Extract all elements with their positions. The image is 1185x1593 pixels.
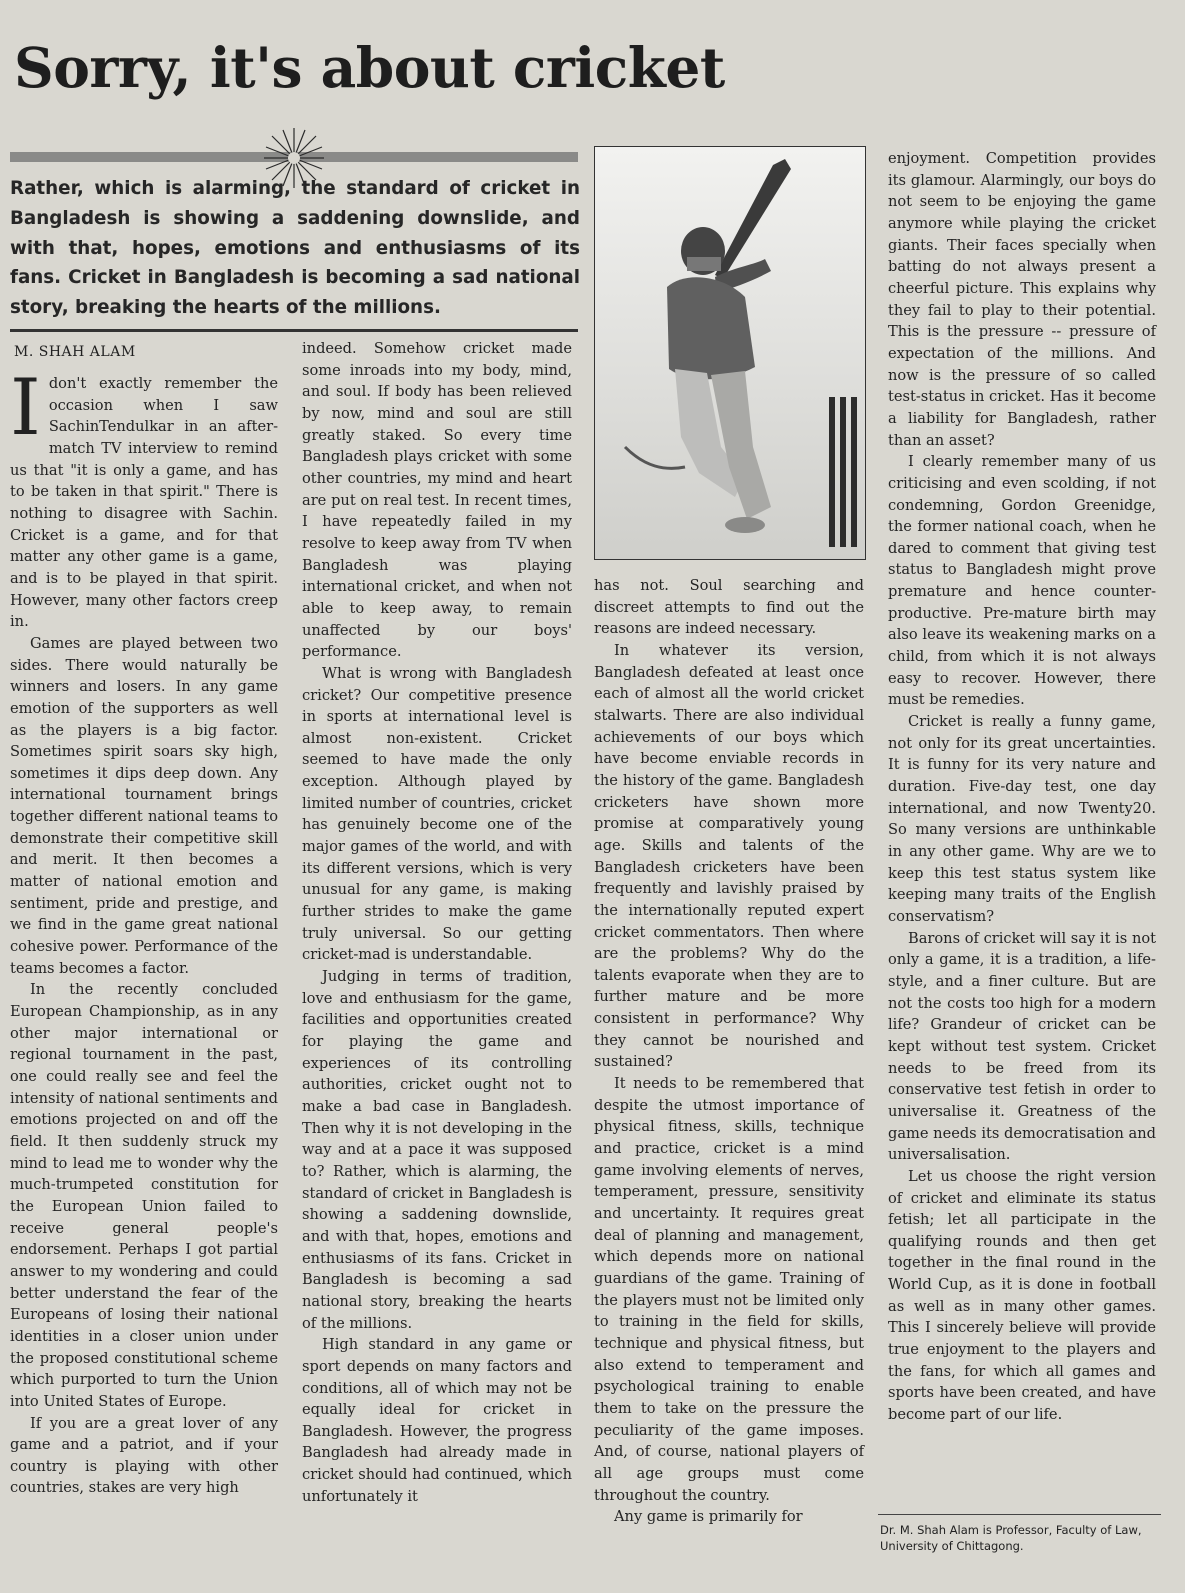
- paragraph: What is wrong with Bangladesh cricket? Our competitive presence in sports at international level is almost non-existent. Cricket seemed to have made the only exception. Although played by limited number of countries, cricket has genuinely become one of the major games of the world, and with its different versions, which is very unusual for any game, is making further strides to make the game truly universal. So our getting cricket-mad is understandable.: [302, 664, 572, 964]
- standfirst-bottom-rule: [10, 329, 578, 332]
- paragraph: Let us choose the right version of cricket and eliminate its status fetish; let all participate in the qualifying rounds and then get together in the final round in the World Cup, as it is done in football as well as in many other games. This I sincerely believe will provide true enjoyment to the players and the fans, for which all games and sports have been created, and have become part of our life.: [888, 1167, 1156, 1424]
- cricket-batsman-photo: [594, 146, 866, 560]
- paragraph: In the recently concluded European Championship, as in any other major international or regional tournament in the past, one could really see and feel the intensity of national sentiments and emotions projected on and off the field. It then suddenly struck my mind to lead me to wonder why the much-trumpeted constitution for the European Union failed to receive general people's endorsement. Perhaps I got partial answer to my wondering and could better understand the fear of the Europeans of losing their national identities in a closer union under the proposed constitutional scheme which purported to turn the Union into United States of Europe.: [10, 981, 278, 1410]
- paragraph: indeed. Somehow cricket made some inroads into my body, mind, and soul. If body has been relieved by now, mind and soul are still greatly staked. So every time Bangladesh plays cricket with some other countries, my mind and heart are put on real test. In recent times, I have repeatedly failed in my resolve to keep away from TV when Bangladesh was playing international cricket, and when not able to keep away, to remain unaffected by our boys' performance.: [302, 340, 572, 661]
- paragraph: I clearly remember many of us criticising and even scolding, if not condemning, Gordon Greenidge, the former national coach, when he dared to comment that giving test status to Bangladesh might prove premature and hence counter-productive. Pre-mature birth may also leave its weakening marks on a child, from which it is not always easy to recover. However, there must be remedies.: [888, 453, 1156, 709]
- author-bio-rule: [878, 1514, 1161, 1515]
- paragraph: High standard in any game or sport depends on many factors and conditions, all of which may not be equally ideal for cricket in Bangladesh. However, the progress Bangladesh had already made in cricket should had continued, which unfortunately it: [302, 1336, 572, 1505]
- paragraph: In whatever its version, Bangladesh defeated at least once each of almost all the world cricket stalwarts. There are also individual achievements of our boys which have become enviable records in the history of the game. Bangladesh cricketers have shown more promise at comparatively young age. Skills and talents of the Bangladesh cricketers have been frequently and lavishly praised by the internationally reputed expert cricket commentators. Then where are the problems? Why do the talents evaporate when they are to further mature and be more consistent in performance? Why they cannot be nourished and sustained?: [594, 641, 864, 1071]
- paragraph: Barons of cricket will say it is not only a game, it is a tradition, a life-style, and a finer culture. But are not the costs too high for a modern life? Grandeur of cricket can be kept without test system. Cricket needs to be freed from its conservative test fetish in order to universalise it. Greatness of the game needs its democratisation and universalisation.: [888, 929, 1156, 1164]
- article-column-3: [594, 575, 864, 1528]
- paragraph: Any game is primarily for: [614, 1508, 803, 1526]
- paragraph: Cricket is really a funny game, not only for its great uncertainties. It is funny for its very nature and duration. Five-day test, one day international, and now Twenty20. So many versions are unthinkable in any other game. Why are we to keep this test status system like keeping many traits of the English conservatism?: [888, 713, 1156, 925]
- paragraph: don't exactly remember the occasion when I saw SachinTendulkar in an after-match TV interview to remind us that "it is only a game, and has to be taken in that spirit." There is nothing to disagree with Sachin. Cricket is a game, and for that matter any other game is a game, and is to be played in that spirit. However, many other factors creep in.: [10, 375, 278, 631]
- headline: Sorry, it's about cricket: [14, 35, 725, 100]
- paragraph: enjoyment. Competition provides its glamour. Alarmingly, our boys do not seem to be enjoying the game anymore while playing the cricket giants. Their faces specially when batting do not always present a cheerful picture. This explains why they fail to play to their potential. This is the pressure -- pressure of expectation of the millions. And now is the pressure of so called test-status in cricket. Has it become a liability for Bangladesh, rather than an asset?: [888, 150, 1156, 449]
- paragraph: It needs to be remembered that despite the utmost importance of physical fitness, skills, technique and practice, cricket is a mind game involving elements of nerves, temperament, pressure, sensitivity and uncertainty. It requires great deal of planning and management, which depends more on national guardians of the game. Training of the players must not be limited only to training in the field for skills, technique and physical fitness, but also extend to temperament and psychological training to enable them to take on the pressure the peculiarity of the game imposes. And, of course, national players of all age groups must come throughout the country.: [594, 1075, 864, 1504]
- standfirst: Rather, which is alarming, the standard of cricket in Bangladesh is showing a saddening downslide, and with that, hopes, emotions and enthusiasms of its fans. Cricket in Bangladesh is becoming a sad national story, breaking the hearts of the millions.: [10, 178, 580, 319]
- article-column-2: [302, 338, 572, 1507]
- paragraph: Judging in terms of tradition, love and enthusiasm for the game, facilities and opportunities created for playing the game and experiences of its controlling authorities, cricket ought not to make a bad case in Bangladesh. Then why it is not developing in the way and at a pace it was supposed to? Rather, which is alarming, the standard of cricket in Bangladesh is showing a saddening downslide, and with that, hopes, emotions and enthusiasms of its fans. Cricket in Bangladesh is becoming a sad national story, breaking the hearts of the millions.: [302, 968, 572, 1332]
- author-bio: Dr. M. Shah Alam is Professor, Faculty of Law, University of Chittagong.: [880, 1523, 1142, 1553]
- paragraph: has not. Soul searching and discreet attempts to find out the reasons are indeed necessary.: [594, 577, 864, 638]
- article-column-1: [10, 363, 278, 1499]
- paragraph: Games are played between two sides. There would naturally be winners and losers. In any game emotion of the supporters as well as the players is a big factor. Sometimes spirit soars sky high, sometimes it dips deep down. Any international tournament brings together different national teams to demonstrate their competitive skill and merit. It then becomes a matter of national emotion and sentiment, pride and prestige, and we find in the game great national cohesive power. Performance of the teams becomes a factor.: [10, 634, 278, 977]
- article-column-4: [888, 148, 1156, 1426]
- drop-cap: I: [10, 363, 41, 453]
- paragraph: If you are a great lover of any game and a patriot, and if your country is playing with other countries, stakes are very high: [10, 1414, 278, 1497]
- byline: M. SHAH ALAM: [14, 344, 136, 360]
